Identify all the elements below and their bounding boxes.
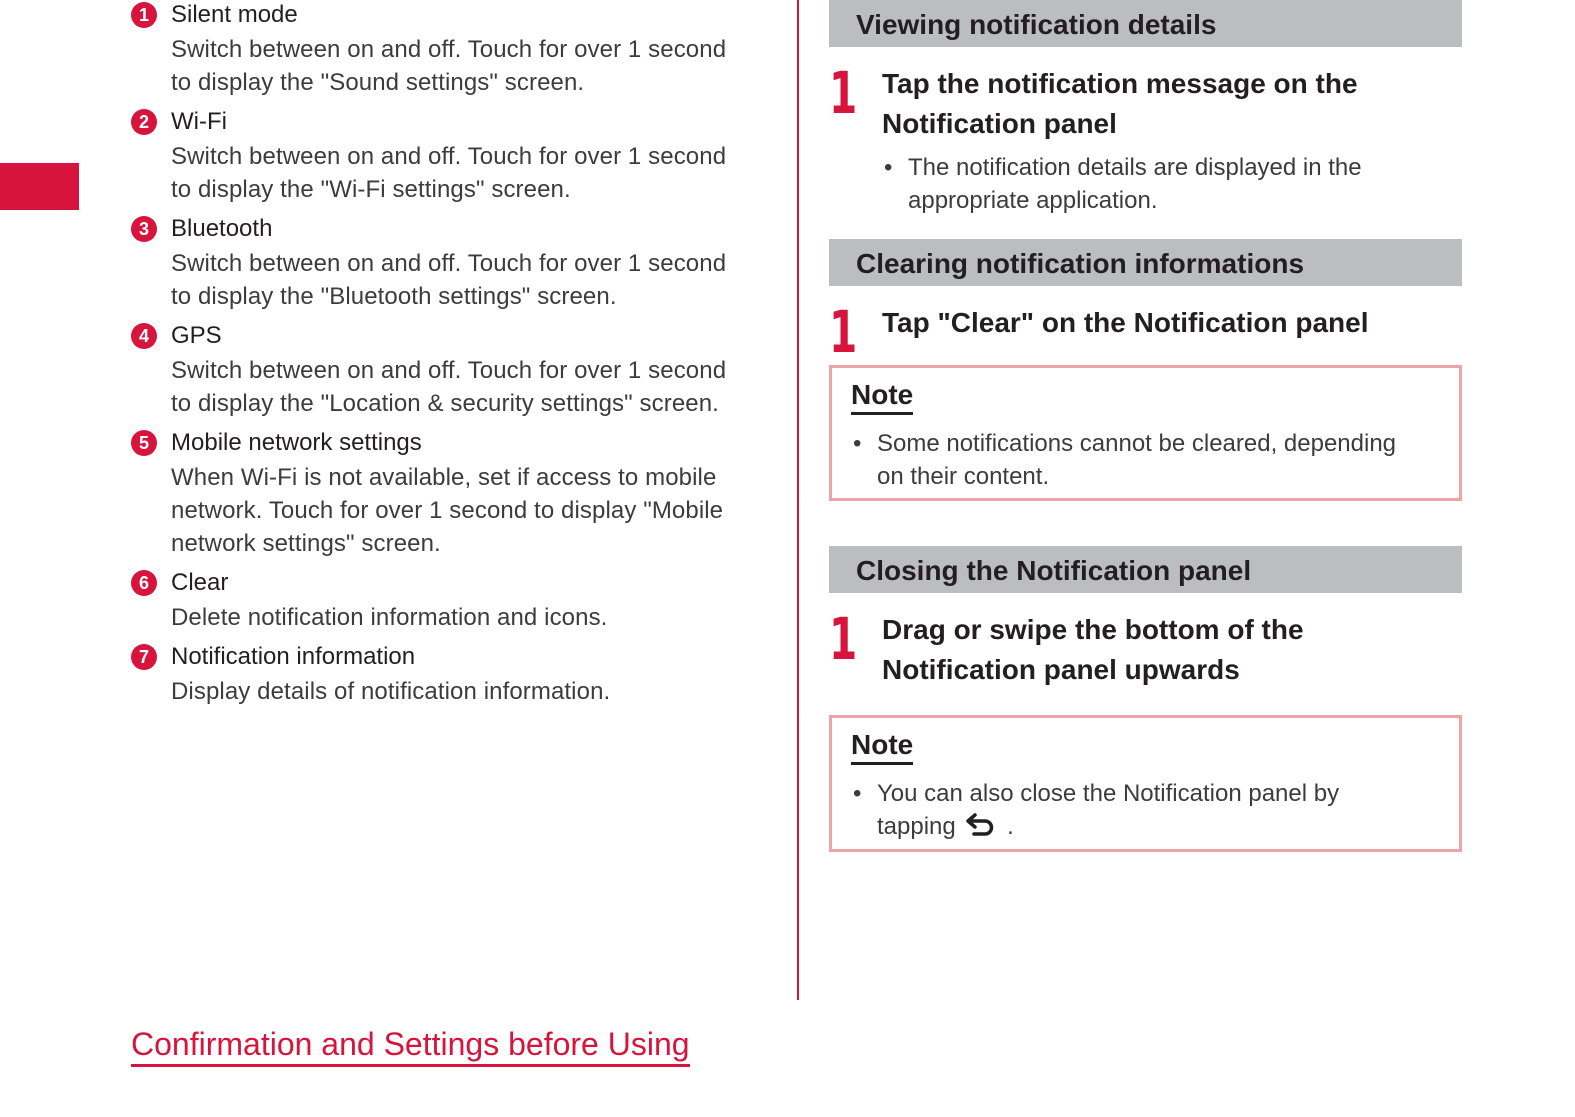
desc-line: to display the "Wi-Fi settings" screen. — [171, 176, 571, 203]
number-badge: 1 — [131, 2, 157, 28]
list-item — [131, 568, 781, 634]
number-badge: 2 — [131, 109, 157, 135]
item-description — [171, 247, 781, 313]
note-line: on their content. — [877, 463, 1050, 490]
desc-line: Switch between on and off. Touch for over 1 second — [171, 143, 727, 170]
note-line: • You can also close the Notification panel by — [877, 780, 1340, 807]
number-badge: 4 — [131, 323, 157, 349]
item-title: Clear — [171, 569, 229, 596]
step-line: Tap the notification message on the — [882, 68, 1358, 99]
step-closing — [829, 605, 1462, 690]
step-instruction — [882, 610, 1462, 690]
list-item — [131, 321, 781, 420]
note-title: Note — [851, 378, 913, 415]
desc-line: Display details of notification information. — [171, 678, 611, 705]
item-title: Mobile network settings — [171, 429, 422, 456]
step-line: Notification panel — [882, 108, 1117, 139]
list-item — [131, 107, 781, 206]
note-line: • Some notifications cannot be cleared, depending — [877, 430, 1397, 457]
step-instruction — [882, 303, 1462, 343]
item-description — [171, 601, 781, 634]
step-viewing — [829, 59, 1462, 217]
list-item — [131, 0, 781, 99]
list-item — [131, 214, 781, 313]
number-badge: 6 — [131, 570, 157, 596]
desc-line: to display the "Sound settings" screen. — [171, 69, 585, 96]
note-bullet — [851, 777, 1441, 845]
bullet-item — [882, 151, 1462, 217]
desc-line: network. Touch for over 1 second to display "Mobile — [171, 497, 724, 524]
item-description — [171, 140, 781, 206]
note-line — [877, 810, 1441, 845]
item-description — [171, 675, 781, 708]
number-badge: 3 — [131, 216, 157, 242]
number-badge: 7 — [131, 644, 157, 670]
desc-line: to display the "Location & security settings" screen. — [171, 390, 719, 417]
step-line: Drag or swipe the bottom of the — [882, 614, 1304, 645]
chapter-footer-link[interactable]: Confirmation and Settings before Using — [131, 1024, 690, 1067]
item-title: Wi-Fi — [171, 108, 227, 135]
step-number: 1 — [829, 59, 858, 127]
chapter-side-tab — [0, 163, 79, 210]
desc-line: network settings" screen. — [171, 530, 441, 557]
column-divider — [797, 0, 799, 1000]
note-box — [829, 365, 1462, 501]
note-bullet — [851, 427, 1441, 493]
item-description — [171, 354, 781, 420]
step-number: 1 — [829, 298, 858, 366]
desc-line: Switch between on and off. Touch for over 1 second — [171, 36, 727, 63]
item-description — [171, 461, 781, 560]
desc-line: Switch between on and off. Touch for over 1 second — [171, 250, 727, 277]
bullet-line: appropriate application. — [908, 187, 1158, 214]
item-title: Bluetooth — [171, 215, 273, 242]
step-line: Tap "Clear" on the Notification panel — [882, 307, 1369, 338]
step-line: Notification panel upwards — [882, 654, 1240, 685]
section-title-clearing: Clearing notification informations — [829, 239, 1462, 286]
step-clearing — [829, 298, 1462, 366]
desc-line: When Wi-Fi is not available, set if access to mobile — [171, 464, 717, 491]
section-title-viewing: Viewing notification details — [829, 0, 1462, 47]
note-title: Note — [851, 728, 913, 765]
step-instruction — [882, 64, 1462, 144]
back-icon — [966, 812, 996, 845]
list-item — [131, 428, 781, 560]
item-description — [171, 33, 781, 99]
item-title: Silent mode — [171, 1, 298, 28]
note-text: tapping — [877, 813, 956, 840]
section-title-closing: Closing the Notification panel — [829, 546, 1462, 593]
item-title: GPS — [171, 322, 222, 349]
list-item — [131, 642, 781, 708]
key-descriptions-list — [131, 0, 781, 714]
note-box — [829, 715, 1462, 852]
number-badge: 5 — [131, 430, 157, 456]
desc-line: Delete notification information and icons. — [171, 604, 608, 631]
desc-line: Switch between on and off. Touch for over 1 second — [171, 357, 727, 384]
item-title: Notification information — [171, 643, 416, 670]
step-number: 1 — [829, 605, 858, 673]
desc-line: to display the "Bluetooth settings" screen. — [171, 283, 617, 310]
note-text: . — [1007, 813, 1014, 840]
right-column — [829, 0, 1462, 852]
bullet-line: • The notification details are displayed in the — [908, 154, 1362, 181]
